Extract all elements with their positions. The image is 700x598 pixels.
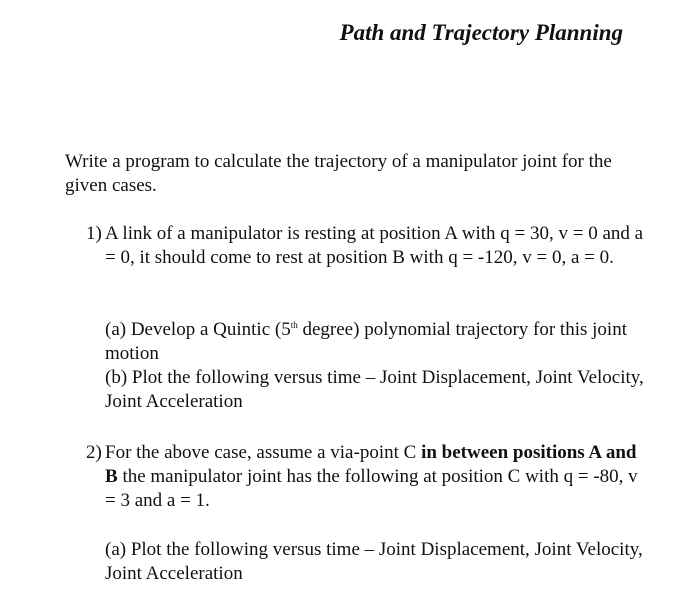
problem-2-text-end: the manipulator joint has the following at position C with q = -80, v = 3 and a = 1.	[105, 466, 638, 511]
superscript-th: th	[290, 320, 298, 330]
problem-2-bold-text: in between positions A and B	[105, 442, 637, 487]
problem-1-number: 1)	[86, 223, 102, 244]
page-title: Path and Trajectory Planning	[339, 20, 623, 45]
problem-2-text-start: For the above case, assume a via-point C	[105, 442, 422, 463]
problem-2-parts	[105, 538, 650, 586]
problem-1	[86, 222, 646, 270]
problem-2-text	[105, 441, 646, 513]
part-a-text-end: degree) polynomial trajectory for this joint motion	[105, 319, 627, 364]
problem-2-number: 2)	[86, 442, 102, 463]
intro-paragraph: Write a program to calculate the trajectory of a manipulator joint for the given cases.	[65, 151, 612, 196]
problem-2	[86, 441, 646, 513]
problem-1-parts	[105, 318, 650, 414]
problem-2-part-a: (a) Plot the following versus time – Joint Displacement, Joint Velocity, Joint Acceleration	[105, 539, 643, 584]
problem-1-text: A link of a manipulator is resting at position A with q = 30, v = 0 and a = 0, it should come to rest at position B with q = -120, v = 0, a = 0.	[105, 223, 644, 268]
part-a-text-start: (a) Develop a Quintic (5	[105, 319, 291, 340]
problem-1-part-a	[105, 318, 650, 366]
problem-1-part-b: (b) Plot the following versus time – Joint Displacement, Joint Velocity, Joint Acceleration	[105, 367, 644, 412]
